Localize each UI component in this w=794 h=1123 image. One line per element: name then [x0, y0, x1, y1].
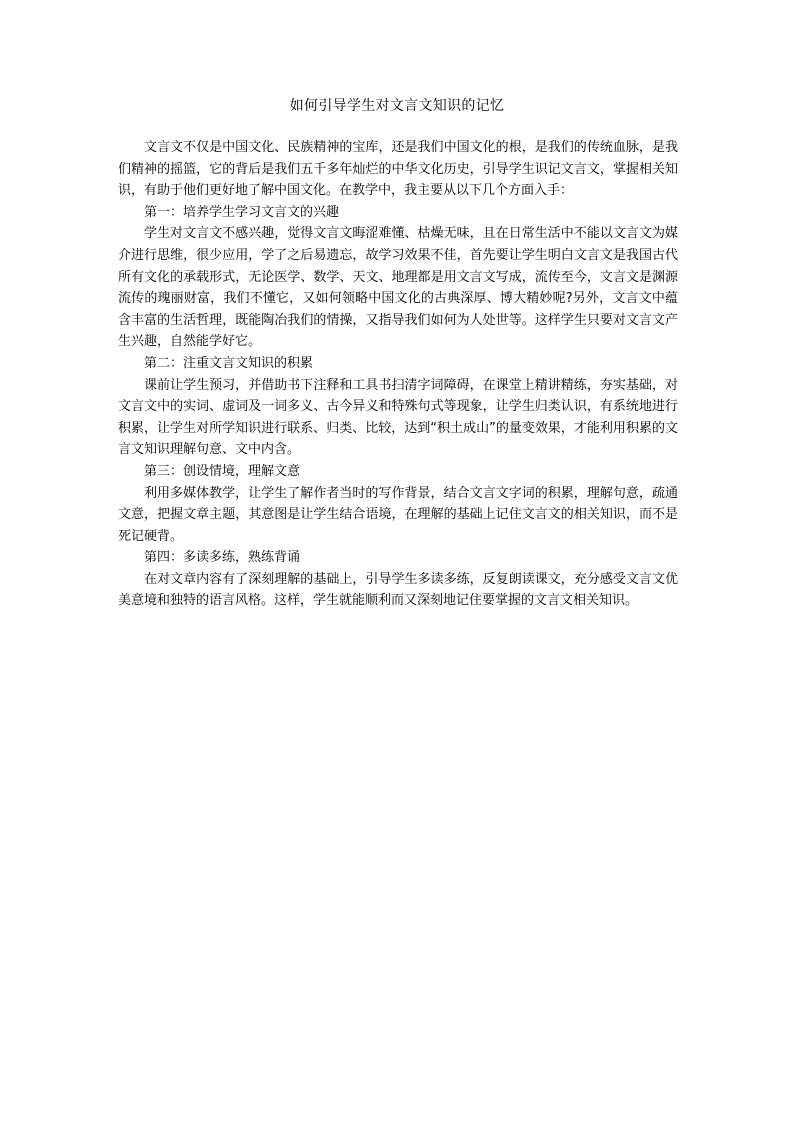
section-heading-4: 第四：多读多练，熟练背诵 — [144, 550, 301, 566]
document-body — [118, 137, 678, 612]
section-heading-2: 第二：注重文言文知识的积累 — [144, 355, 314, 371]
document-title: 如何引导学生对文言文知识的记忆 — [289, 98, 505, 114]
section-heading-1: 第一：培养学生学习文言文的兴趣 — [144, 204, 340, 220]
paragraph-intro: 文言文不仅是中国文化、民族精神的宝库，还是我们中国文化的根，是我们的传统血脉，是我们精神的摇篮，它的背后是我们五千多年灿烂的中华文化历史，引导学生识记文言文，掌握相关知识，有助于他们更好地了解中国文化。在教学中，我主要从以下几个方面入手： — [118, 140, 678, 199]
paragraph-section-4: 在对文章内容有了深刻理解的基础上，引导学生多读多练，反复朗读课文，充分感受文言文优美意境和独特的语言风格。这样，学生就能顺利而又深刻地记住要掌握的文言文相关知识。 — [118, 571, 678, 609]
paragraph-section-1: 学生对文言文不感兴趣，觉得文言文晦涩难懂、枯燥无味，且在日常生活中不能以文言文为媒介进行思维，很少应用，学了之后易遗忘，故学习效果不佳，首先要让学生明白文言文是我国古代所有文化的承载形式，无论医学、数学、天文、地理都是用文言文写成，流传至今，文言文是渊源流传的瑰丽财富，我们不懂它，又如何领略中国文化的古典深厚、博大精妙呢?另外，文言文中蕴含丰富的生活哲理，既能陶冶我们的情操，又指导我们如何为人处世等。这样学生只要对文言文产生兴趣，自然能学好它。 — [118, 226, 678, 350]
section-heading-3: 第三：创设情境，理解文意 — [144, 463, 301, 479]
paragraph-section-3: 利用多媒体教学，让学生了解作者当时的写作背景，结合文言文字词的积累，理解句意，疏通文意，把握文章主题，其意图是让学生结合语境，在理解的基础上记住文言文的相关知识，而不是死记硬背。 — [118, 485, 678, 544]
paragraph-section-2: 课前让学生预习，并借助书下注释和工具书扫清字词障碍，在课堂上精讲精练，夯实基础，对文言文中的实词、虚词及一词多义、古今异义和特殊句式等现象，让学生归类认识，有系统地进行积累，让学生对所学知识进行联系、归类、比较，达到“积土成山”的量变效果，才能利用积累的文言文知识理解句意、文中内含。 — [118, 377, 678, 458]
